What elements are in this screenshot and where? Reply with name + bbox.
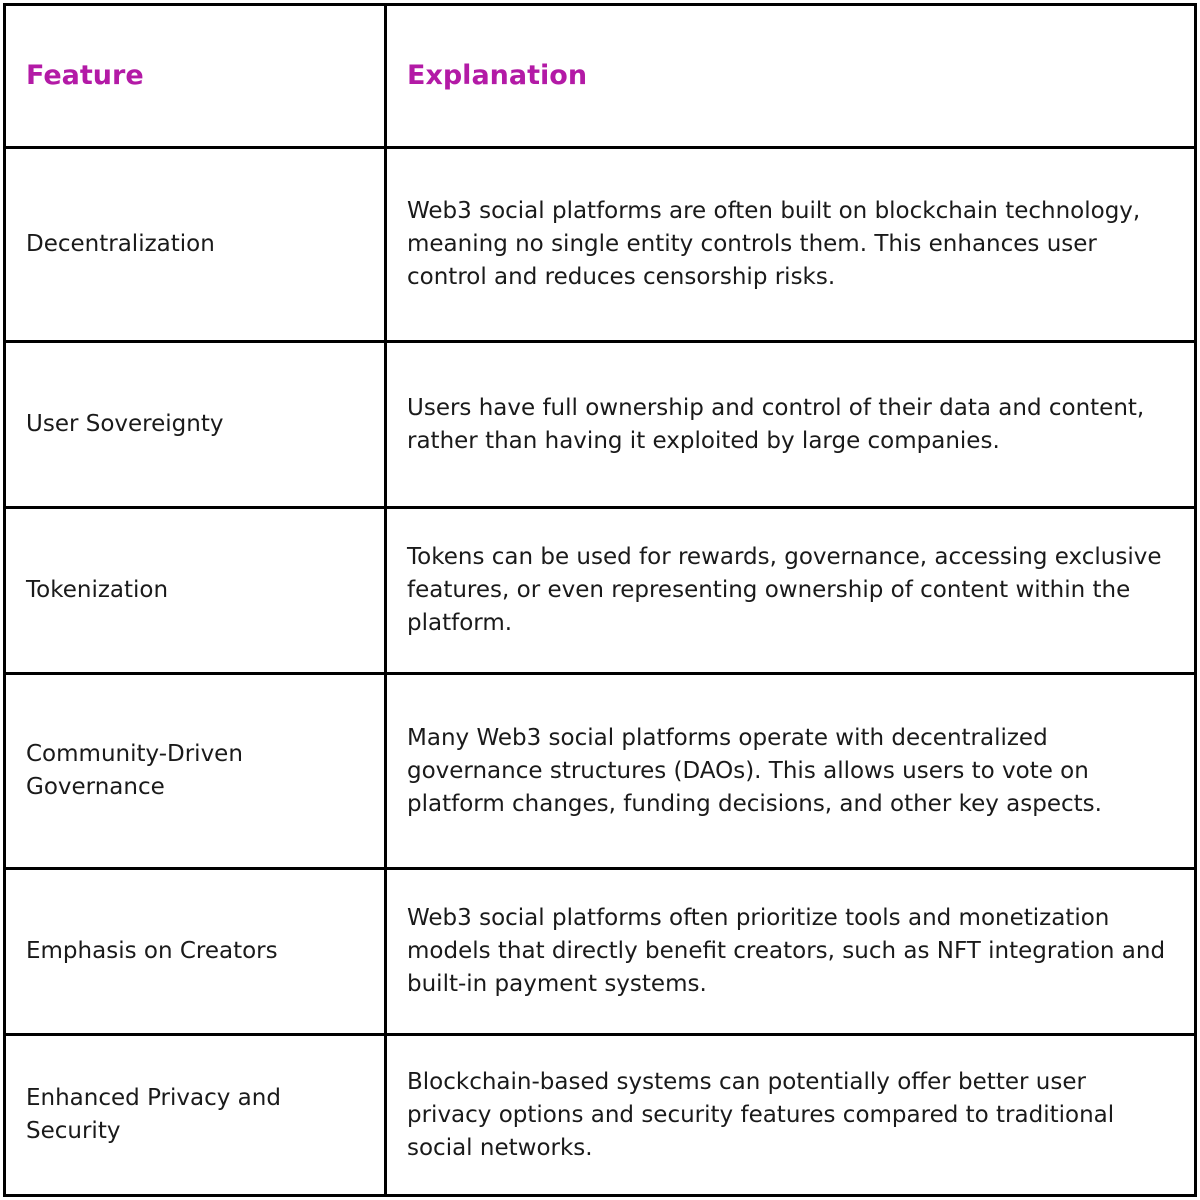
explanation-cell: Web3 social platforms often prioritize tools and monetization models that directly benefit creators, such as NFT integration and built-in payment systems.	[386, 868, 1196, 1034]
feature-table	[3, 3, 1197, 1197]
feature-cell: Tokenization	[5, 508, 386, 674]
feature-cell: User Sovereignty	[5, 342, 386, 508]
table-row	[5, 868, 1196, 1034]
explanation-cell: Users have full ownership and control of their data and content, rather than having it exploited by large companies.	[386, 342, 1196, 508]
table-row	[5, 674, 1196, 869]
feature-cell: Enhanced Privacy and Security	[5, 1035, 386, 1196]
explanation-cell: Web3 social platforms are often built on blockchain technology, meaning no single entity controls them. This enhances user control and reduces censorship risks.	[386, 147, 1196, 342]
table-row	[5, 1035, 1196, 1196]
explanation-cell: Tokens can be used for rewards, governance, accessing exclusive features, or even representing ownership of content within the platform.	[386, 508, 1196, 674]
explanation-cell: Blockchain-based systems can potentially offer better user privacy options and security features compared to traditional social networks.	[386, 1035, 1196, 1196]
feature-cell: Emphasis on Creators	[5, 868, 386, 1034]
header-explanation: Explanation	[386, 5, 1196, 148]
explanation-cell: Many Web3 social platforms operate with decentralized governance structures (DAOs). This allows users to vote on platform changes, funding decisions, and other key aspects.	[386, 674, 1196, 869]
table-header-row	[5, 5, 1196, 148]
table-row	[5, 342, 1196, 508]
feature-cell: Community-Driven Governance	[5, 674, 386, 869]
table-row	[5, 147, 1196, 342]
header-feature: Feature	[5, 5, 386, 148]
feature-cell: Decentralization	[5, 147, 386, 342]
table-row	[5, 508, 1196, 674]
